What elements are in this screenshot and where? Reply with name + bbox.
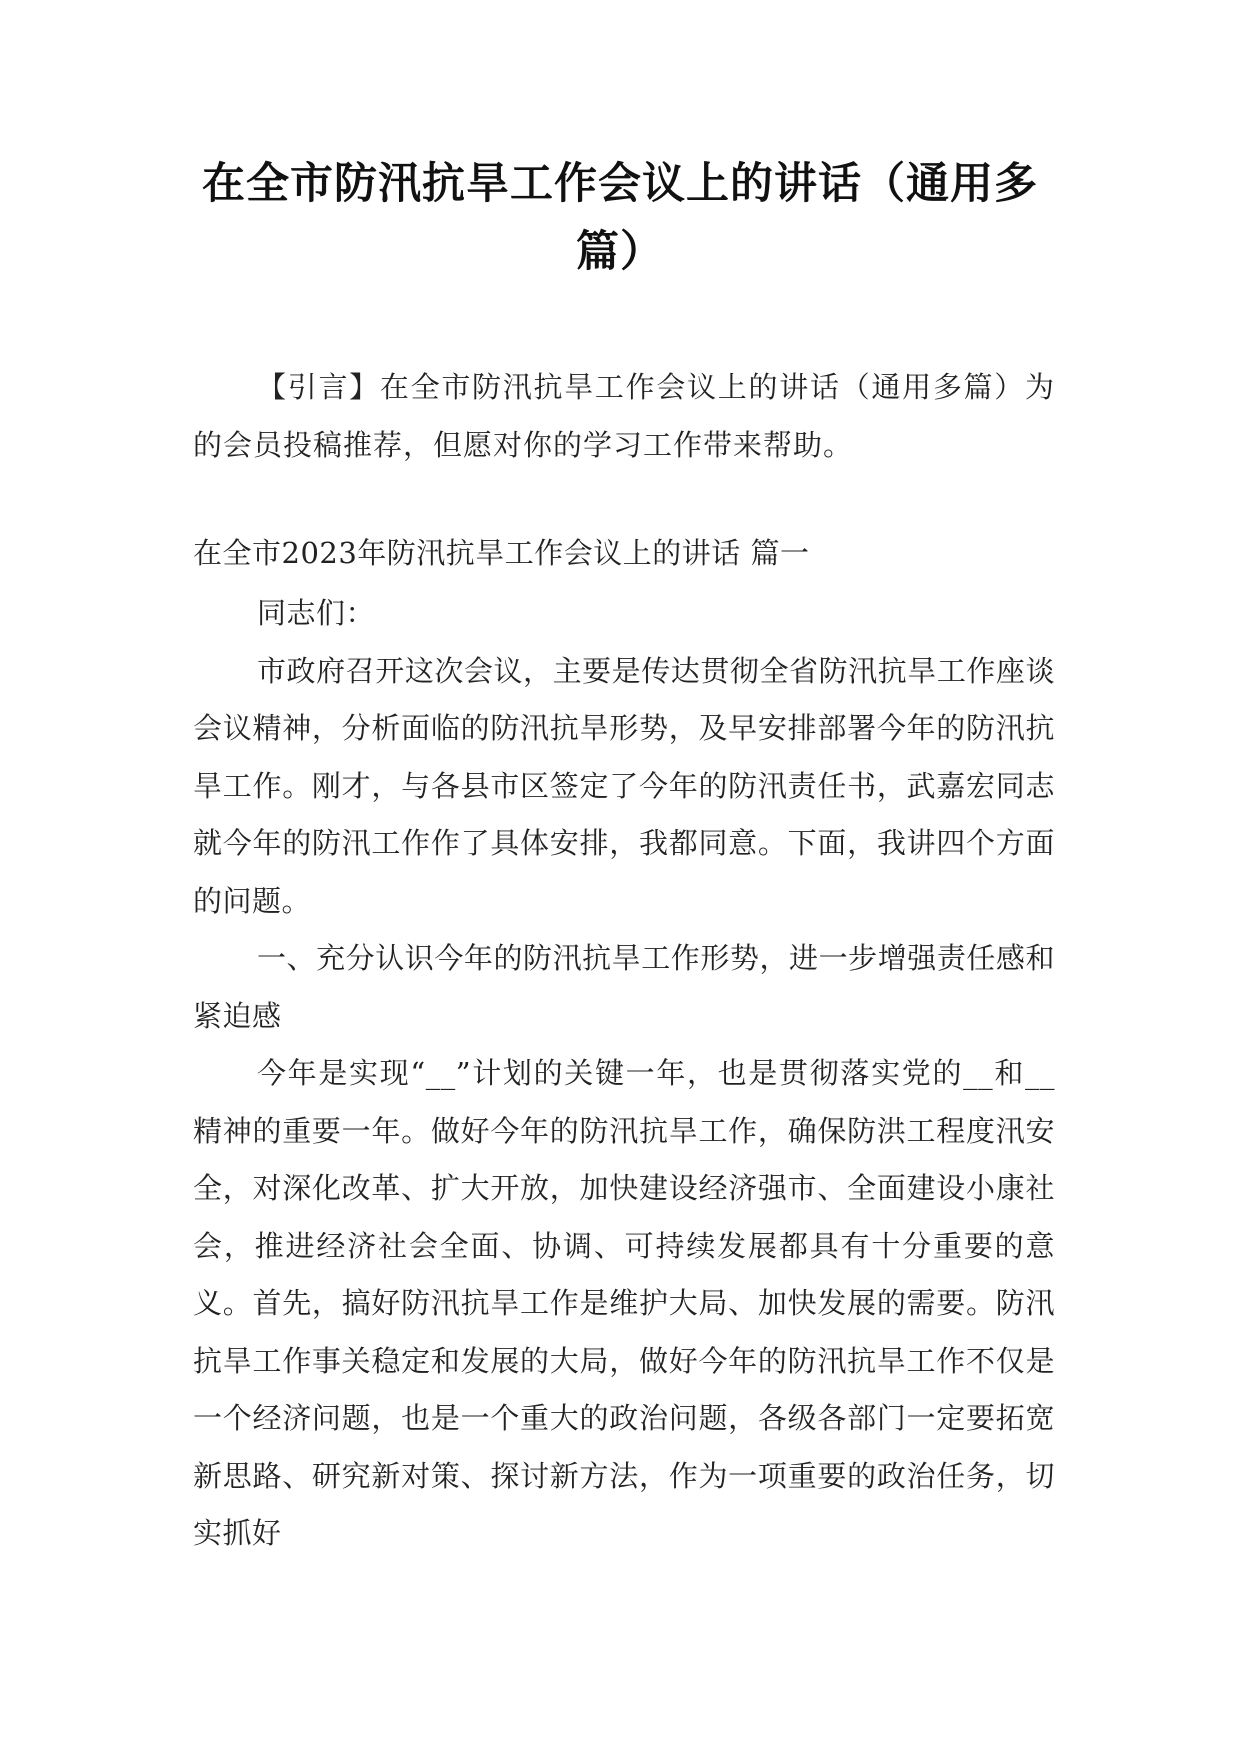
main-body (193, 585, 1055, 1563)
body-paragraph: 市政府召开这次会议，主要是传达贯彻全省防汛抗旱工作座谈会议精神，分析面临的防汛抗旱形势，及早安排部署今年的防汛抗旱工作。刚才，与各县市区签定了今年的防汛责任书，武嘉宏同志就今年的防汛工作作了具体安排，我都同意。下面，我讲四个方面的问题。 (193, 653, 1055, 918)
subsection-heading: 一、充分认识今年的防汛抗旱工作形势，进一步增强责任感和紧迫感 (193, 941, 1055, 1033)
body-paragraph: 今年是实现“__”计划的关键一年，也是贯彻落实党的__和__精神的重要一年。做好今年的防汛抗旱工作，确保防洪工程度汛安全，对深化改革、扩大开放，加快建设经济强市、全面建设小康社会，推进经济社会全面、协调、可持续发展都具有十分重要的意义。首先，搞好防汛抗旱工作是维护大局、加快发展的需要。防汛抗旱工作事关稳定和发展的大局，做好今年的防汛抗旱工作不仅是一个经济问题，也是一个重大的政治问题，各级各部门一定要拓宽新思路、研究新对策、探讨新方法，作为一项重要的政治任务，切实抓好 (193, 1056, 1055, 1550)
intro-paragraph: 【引言】在全市防汛抗旱工作会议上的讲话（通用多篇）为的会员投稿推荐，但愿对你的学习工作带来帮助。 (193, 370, 1055, 462)
salutation: 同志们： (257, 596, 376, 630)
section-heading: 在全市2023年防汛抗旱工作会议上的讲话 篇一 (193, 536, 810, 570)
document-title: 在全市防汛抗旱工作会议上的讲话（通用多篇） (202, 159, 1038, 277)
